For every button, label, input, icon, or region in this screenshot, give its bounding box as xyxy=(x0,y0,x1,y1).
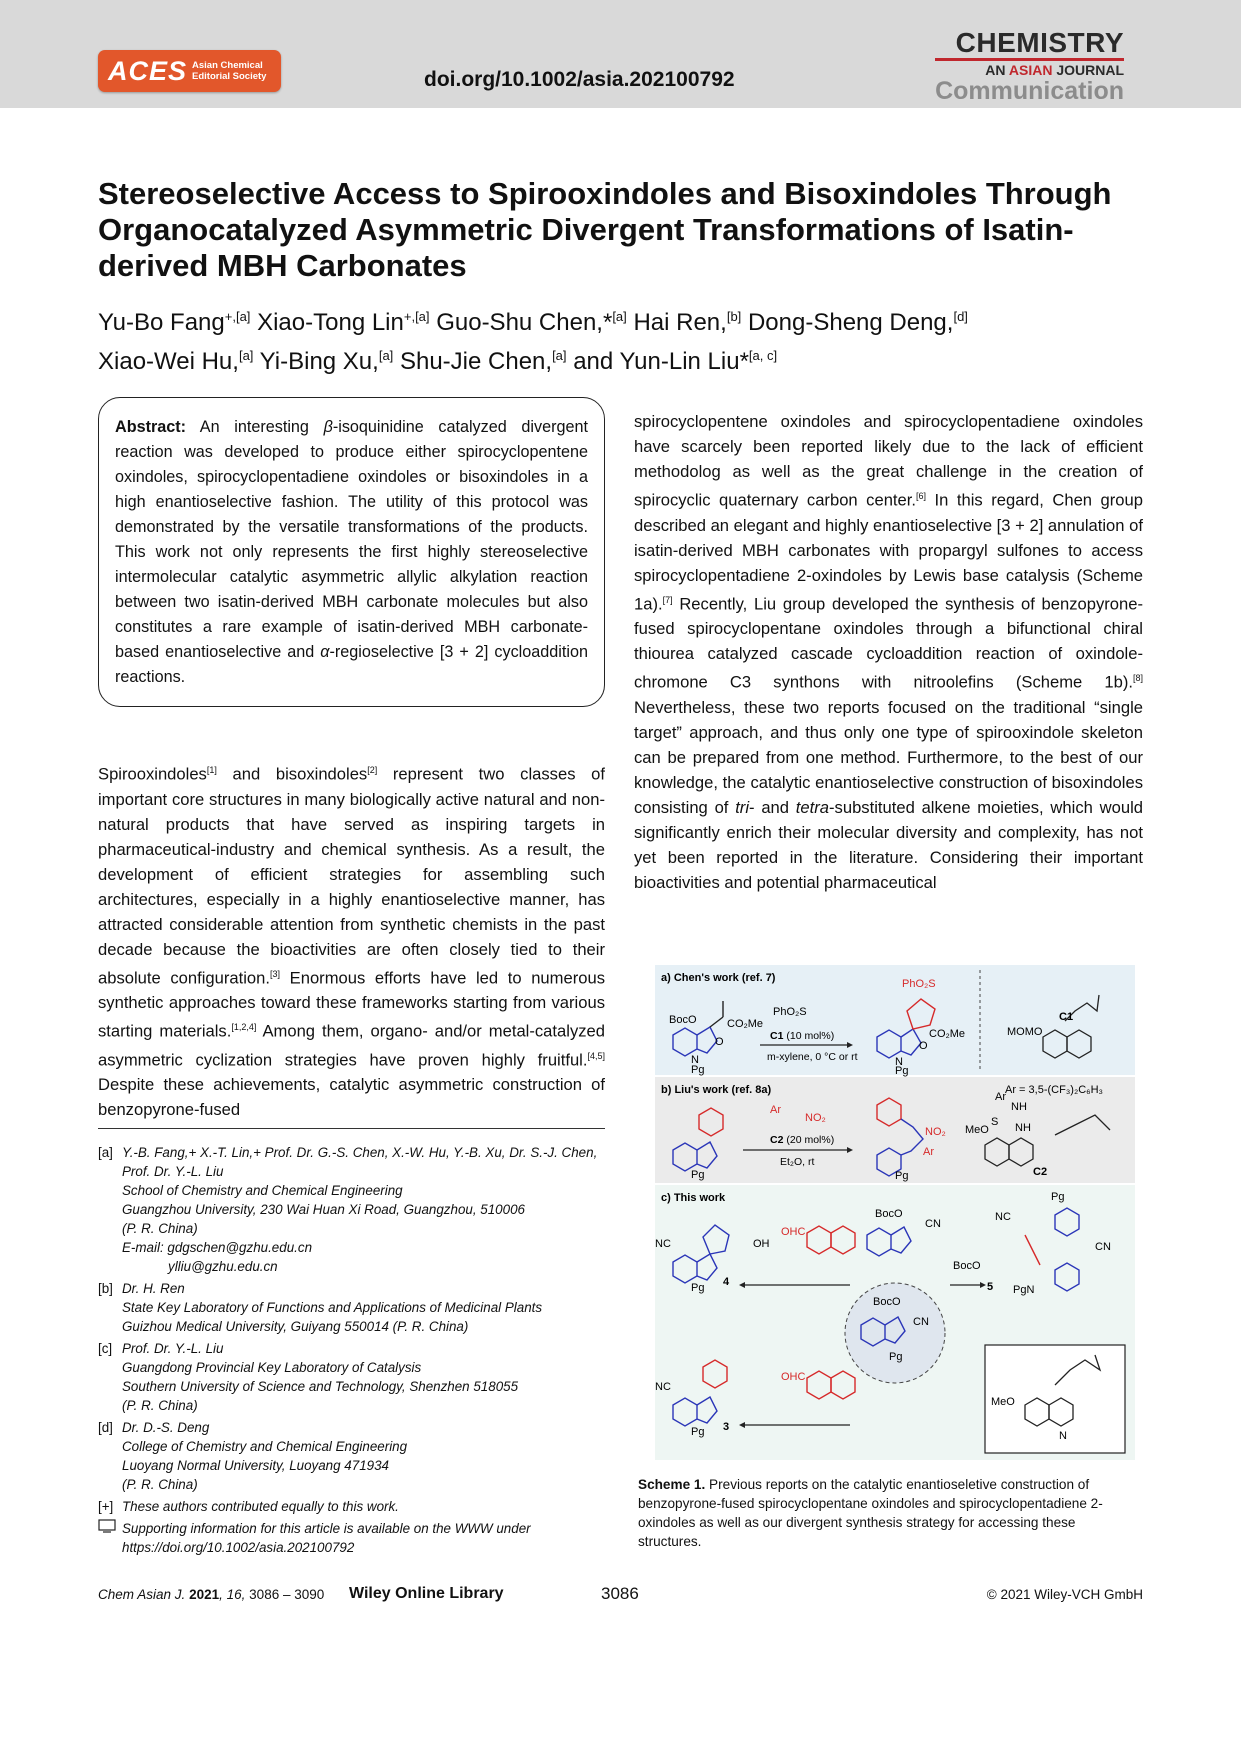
author-name: Guo-Shu Chen,* xyxy=(429,309,613,336)
aces-logo-acronym: ACES xyxy=(108,55,188,86)
affiliation-line: Dr. H. Ren xyxy=(122,1281,185,1296)
author-name: Xiao-Tong Lin xyxy=(250,309,404,336)
svg-text:C2: C2 xyxy=(1033,1166,1048,1178)
page-number: 3086 xyxy=(601,1584,639,1603)
journal-subtitle: AN ASIAN JOURNAL xyxy=(935,58,1124,78)
panel-c-title: c) This work xyxy=(661,1192,726,1204)
svg-text:CN: CN xyxy=(1095,1241,1111,1253)
svg-text:Pg: Pg xyxy=(691,1282,705,1294)
affiliation-line: Guangzhou University, 230 Wai Huan Xi Road, Guangzhou, 510006 xyxy=(122,1202,525,1217)
svg-text:BocO: BocO xyxy=(953,1260,981,1272)
article-title: Stereoselective Access to Spirooxindoles and Bisoxindoles Through Organocatalyzed Asymmetric Divergent Transformations of Isatin-derived MBH Carbonates xyxy=(98,176,1112,283)
svg-text:BocO: BocO xyxy=(875,1208,903,1220)
svg-text:4: 4 xyxy=(723,1276,730,1288)
svg-text:MOMO: MOMO xyxy=(1007,1026,1043,1038)
body-text-right: spirocyclopentene oxindoles and spirocyclopentadiene oxindoles have scarcely been reported likely due to the lack of efficient methodolog as well as the great challenge in the creation of spirocyclic quaternary carbon center.[6] In this regard, Chen group described an elegant and highly enantioselective [3 + 2] annulation of isatin-derived MBH carbonates with propargyl sulfones to access spirocyclopentadiene 2-oxindoles by Lewis base catalysis (Scheme 1a).[7] Recently, Liu group developed the synthesis of benzopyrone-fused spirocyclopentane oxindoles through a bifunctional chiral thiourea catalyzed cascade cycloaddition reaction of oxindole-chromone C3 synthons with nitroolefins (Scheme 1b).[8] Nevertheless, these two reports focused on the traditional “single target” approach, and thus only one type of spirooxindole skeleton can be prepared from one method. Furthermore, to the best of our knowledge, the catalytic enantioselective construction of bisoxindoles consisting of tri- and tetra-substituted alkene moieties, which would significantly enrich their molecular diversity and complexity, has not yet been reported in the literature. Considering their important bioactivities and potential pharmaceutical xyxy=(634,412,1143,892)
affiliation-entry xyxy=(98,1279,608,1336)
aces-logo[interactable] xyxy=(98,50,281,92)
svg-text:NH: NH xyxy=(1011,1101,1027,1113)
author-name: Dong-Sheng Deng, xyxy=(741,309,954,336)
affiliation-entry xyxy=(98,1339,608,1415)
affiliation-line: E-mail: gdgschen@gzhu.edu.cn xyxy=(122,1240,313,1255)
affiliation-tag: [a] xyxy=(98,1145,113,1160)
affiliation-entry xyxy=(98,1143,608,1276)
svg-text:N: N xyxy=(895,1056,903,1068)
affiliation-line: Dr. D.-S. Deng xyxy=(122,1420,210,1435)
svg-text:Pg: Pg xyxy=(895,1065,909,1077)
affiliation-entry xyxy=(98,1418,608,1494)
svg-text:PgN: PgN xyxy=(1013,1284,1035,1296)
aryl-definition: Ar = 3,5-(CF₃)₂C₆H₃ xyxy=(1005,1084,1104,1096)
author-line-1 xyxy=(98,300,1158,339)
body-text-left: Spirooxindoles[1] and bisoxindoles[2] represent two classes of important core structures in many biologically active natural and non-natural products that have served as inspiring targets in pharmaceutical-industry and chemical synthesis. As a result, the development of efficient strategies for assembling such architectures, especially in a highly enantioselective manner, has attracted considerable attention from synthetic chemists in the past decade because the bioactivities are often closely tied to their absolute configuration.[3] Enormous efforts have led to numerous synthetic approaches toward these frameworks starting from various starting materials.[1,2,4] Among them, organo- and/or metal-catalyzed asymmetric cyclization strategies have proven highly fruitful.[4,5] Despite these achievements, catalytic asymmetric construction of benzopyrone-fused xyxy=(98,764,605,1120)
author-name: Xiao-Wei Hu, xyxy=(98,348,239,375)
affiliation-entry xyxy=(98,1497,608,1516)
author-name: Yu-Bo Fang xyxy=(98,309,225,336)
svg-text:NO₂: NO₂ xyxy=(925,1126,946,1138)
svg-text:NC: NC xyxy=(995,1211,1011,1223)
svg-text:NC: NC xyxy=(655,1381,671,1393)
svg-text:O: O xyxy=(919,1040,928,1052)
affiliation-line: Prof. Dr. Y.-L. Liu xyxy=(122,1164,224,1179)
author-affiliation-marker: [b] xyxy=(726,309,742,324)
affiliation-line: Luoyang Normal University, Luoyang 471934 xyxy=(122,1458,389,1473)
author-affiliation-marker: [d] xyxy=(953,309,968,324)
author-affiliation-marker: +,[a] xyxy=(403,309,430,324)
abstract-box: Abstract: An interesting β-isoquinidine catalyzed divergent reaction was developed to produce either spirocyclopentene oxindoles, spirocyclopentadiene oxindoles or bisoxindoles in a high enantioselective fashion. The utility of this protocol was demonstrated by the versatile transformations of the products. This work not only represents the first highly stereoselective intermolecular catalytic asymmetric allylic alkylation reaction between two isatin-derived MBH carbonate molecules but also constitutes a rare example of isatin-derived MBH carbonate-based enantioselective and α-regioselective [3 + 2] cycloaddition reactions. xyxy=(98,397,605,707)
author-list xyxy=(98,300,1158,378)
journal-name: CHEMISTRY xyxy=(955,27,1124,58)
svg-text:Pg: Pg xyxy=(691,1064,705,1076)
aces-logo-text: Asian Chemical Editorial Society xyxy=(192,60,267,82)
svg-text:MeO: MeO xyxy=(965,1124,989,1136)
panel-a-title: a) Chen's work (ref. 7) xyxy=(661,972,776,984)
svg-text:S: S xyxy=(991,1116,999,1128)
affiliation-line: School of Chemistry and Chemical Engineering xyxy=(122,1183,403,1198)
author-affiliation-marker: [a, c] xyxy=(748,348,778,363)
affiliation-line: (P. R. China) xyxy=(122,1398,198,1413)
affiliation-line: Prof. Dr. Y.-L. Liu xyxy=(122,1341,224,1356)
affiliation-line: Southern University of Science and Technology, Shenzhen 518055 xyxy=(122,1379,519,1394)
svg-text:CN: CN xyxy=(913,1316,929,1328)
svg-text:C1: C1 xyxy=(1059,1011,1074,1023)
scheme-1-figure xyxy=(655,965,1135,1460)
svg-text:OHC: OHC xyxy=(781,1371,806,1383)
svg-text:Pg: Pg xyxy=(895,1170,909,1182)
svg-text:OH: OH xyxy=(753,1238,770,1250)
svg-text:BocO: BocO xyxy=(669,1014,697,1026)
affiliations xyxy=(98,1143,608,1560)
affiliation-tag: [c] xyxy=(98,1341,113,1356)
affiliation-tag: [d] xyxy=(98,1420,113,1435)
author-affiliation-marker: [a] xyxy=(612,309,627,324)
affiliation-line: Supporting information for this article is available on the WWW under xyxy=(122,1521,531,1536)
author-affiliation-marker: [a] xyxy=(552,348,567,363)
svg-text:Pg: Pg xyxy=(889,1351,903,1363)
author-name: Shu-Jie Chen, xyxy=(393,348,553,375)
svg-text:MeO: MeO xyxy=(991,1396,1015,1408)
author-line-2 xyxy=(98,339,1158,378)
panel-b-title: b) Liu's work (ref. 8a) xyxy=(661,1084,772,1096)
svg-text:Pg: Pg xyxy=(691,1169,705,1181)
svg-text:C1 (10 mol%): C1 (10 mol%) xyxy=(770,1030,835,1042)
svg-text:OHC: OHC xyxy=(781,1226,806,1238)
svg-text:3: 3 xyxy=(723,1421,730,1433)
svg-text:O: O xyxy=(715,1036,724,1048)
svg-text:Et₂O, rt: Et₂O, rt xyxy=(780,1156,815,1168)
affiliation-line: Guizhou Medical University, Guiyang 550014 (P. R. China) xyxy=(122,1319,469,1334)
svg-text:NH: NH xyxy=(1015,1122,1031,1134)
svg-text:NO₂: NO₂ xyxy=(805,1112,826,1124)
svg-text:CN: CN xyxy=(925,1218,941,1230)
journal-logo xyxy=(935,28,1124,104)
svg-text:m-xylene, 0 °C or rt: m-xylene, 0 °C or rt xyxy=(767,1051,858,1063)
article-type: Communication xyxy=(935,77,1124,105)
affiliation-line: Y.-B. Fang,+ X.-T. Lin,+ Prof. Dr. G.-S. Chen, X.-W. Hu, Y.-B. Xu, Dr. S.-J. Chen, xyxy=(122,1145,598,1160)
svg-text:N: N xyxy=(691,1054,699,1066)
svg-text:PhO₂S: PhO₂S xyxy=(902,978,936,990)
svg-text:BocO: BocO xyxy=(873,1296,901,1308)
author-name: Hai Ren, xyxy=(626,309,727,336)
author-affiliation-marker: +,[a] xyxy=(224,309,251,324)
svg-text:N: N xyxy=(1059,1430,1067,1442)
supporting-info-icon xyxy=(98,1519,122,1557)
doi-link[interactable]: doi.org/10.1002/asia.202100792 xyxy=(424,68,735,91)
author-affiliation-marker: [a] xyxy=(378,348,394,363)
journal-header-band xyxy=(0,0,1241,108)
svg-text:Ar: Ar xyxy=(770,1104,781,1116)
affiliation-line: (P. R. China) xyxy=(122,1477,198,1492)
svg-text:5: 5 xyxy=(987,1281,994,1293)
wiley-online-library-link[interactable]: Wiley Online Library xyxy=(349,1585,504,1602)
svg-text:CO₂Me: CO₂Me xyxy=(929,1028,966,1040)
affiliation-line: College of Chemistry and Chemical Engineering xyxy=(122,1439,408,1454)
svg-text:Ar: Ar xyxy=(923,1146,934,1158)
affiliation-line: https://doi.org/10.1002/asia.202100792 xyxy=(122,1540,355,1555)
affiliation-line: (P. R. China) xyxy=(122,1221,198,1236)
copyright: © 2021 Wiley-VCH GmbH xyxy=(986,1587,1143,1602)
svg-text:C2 (20 mol%): C2 (20 mol%) xyxy=(770,1134,835,1146)
author-name: and Yun-Lin Liu* xyxy=(566,348,749,375)
affiliation-entry xyxy=(98,1519,608,1557)
author-affiliation-marker: [a] xyxy=(238,348,254,363)
scheme-caption-label: Scheme 1. xyxy=(638,1477,706,1492)
svg-text:NC: NC xyxy=(655,1238,671,1250)
svg-text:CO₂Me: CO₂Me xyxy=(727,1018,764,1030)
abstract-label: Abstract: xyxy=(115,418,187,436)
svg-text:Pg: Pg xyxy=(1051,1191,1065,1203)
svg-text:Ar: Ar xyxy=(995,1091,1006,1103)
footnote-rule xyxy=(98,1128,605,1129)
affiliation-line: These authors contributed equally to this work. xyxy=(122,1499,399,1514)
affiliation-tag: [+] xyxy=(98,1499,114,1514)
author-name: Yi-Bing Xu, xyxy=(253,348,379,375)
affiliation-line: State Key Laboratory of Functions and Applications of Medicinal Plants xyxy=(122,1300,543,1315)
footer-citation: Chem Asian J. 2021, 16, 3086 – 3090 xyxy=(98,1587,325,1602)
svg-text:Pg: Pg xyxy=(691,1426,705,1438)
affiliation-line: Guangdong Provincial Key Laboratory of Catalysis xyxy=(122,1360,422,1375)
affiliation-line: ylliu@gzhu.edu.cn xyxy=(168,1259,278,1274)
scheme-caption: Scheme 1. Previous reports on the catalytic enantioseletive construction of benzopyrone-fused spirocyclopentane oxindoles and spirocyclopentadiene 2-oxindoles as well as our divergent synthesis strategy for accessing these structures. xyxy=(638,1477,1103,1549)
affiliation-tag: [b] xyxy=(98,1281,113,1296)
svg-text:PhO₂S: PhO₂S xyxy=(773,1006,807,1018)
